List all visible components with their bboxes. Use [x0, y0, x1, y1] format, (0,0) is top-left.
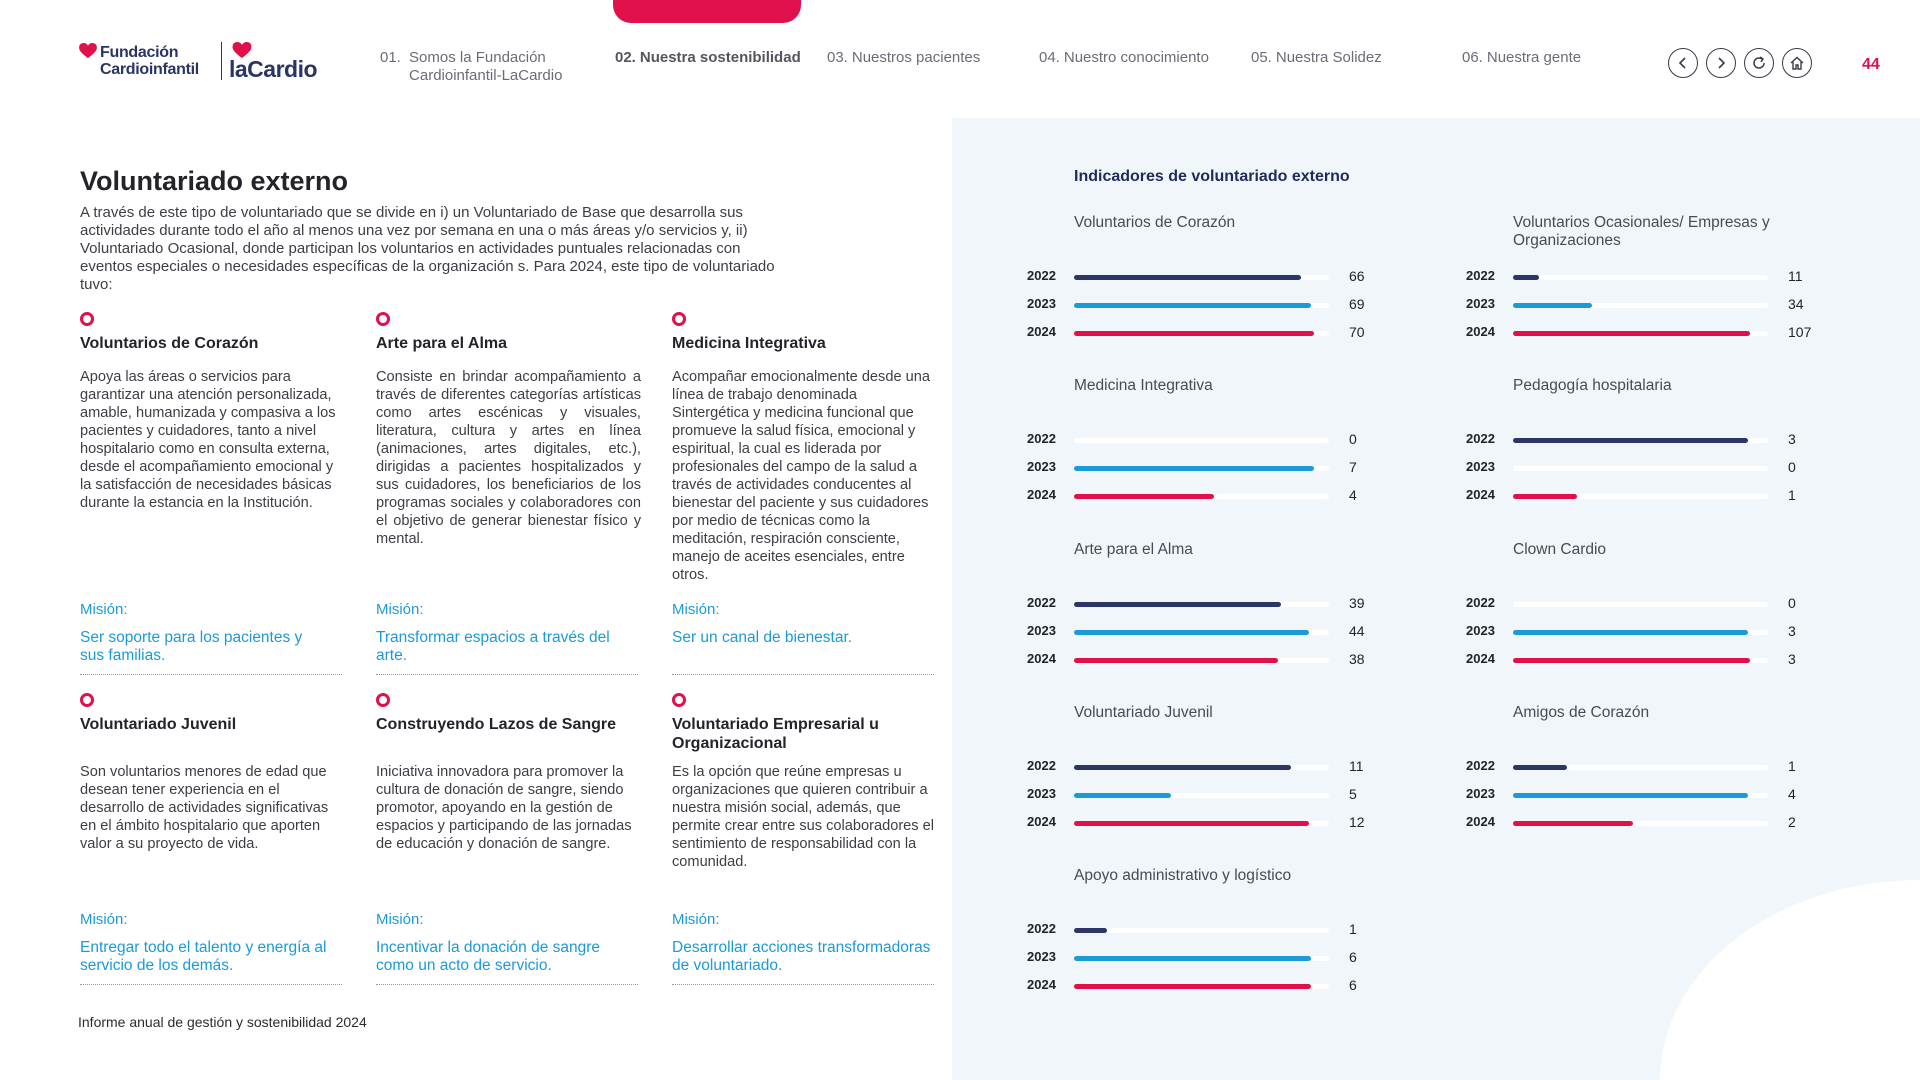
next-page-button[interactable] [1706, 48, 1736, 78]
indicator-row [1466, 431, 1866, 451]
nav-item-solidez[interactable]: 05. Nuestra Solidez [1251, 49, 1382, 66]
bar-fill [1074, 956, 1311, 961]
bullet-dot [672, 312, 686, 326]
bar-track [1074, 438, 1329, 443]
card-lazos-sangre [376, 693, 641, 974]
bullet-dot [672, 693, 686, 707]
prev-page-button[interactable] [1668, 48, 1698, 78]
bar-track [1074, 765, 1329, 770]
year-label: 2023 [1466, 459, 1495, 474]
bar-fill [1513, 438, 1748, 443]
indicator-group-title: Clown Cardio [1513, 541, 1607, 558]
bar-value: 6 [1349, 977, 1357, 993]
bar-fill [1513, 275, 1539, 280]
card-description: Consiste en brindar acompañamiento a través de diferentes categorías artísticas como artes escénicas y visuales, literatura, cultura y artes en línea (animaciones, artes digitales, etc.), dirigidas a pacientes hospitalizados y sus cuidadores, los beneficiarios de los programas sociales y colaboradores con el objetivo de generar bienestar físico y mental. [376, 369, 641, 547]
bar-value: 5 [1349, 786, 1357, 802]
bar-value: 11 [1349, 758, 1364, 774]
card-description: Acompañar emocionalmente desde una línea de trabajo denominada Sintergética y medicina funcional que promueve la salud física, emocional y espiritual, la cual es liderada por profesionales del campo de la salud a través de actividades conducentes al bienestar del paciente y sus cuidadores por medio de técnicas como la meditación, respiración consciente, manejo de aceites esenciales, entre otros. [672, 369, 930, 583]
reload-icon [1751, 55, 1767, 71]
indicator-group-title: Apoyo administrativo y logístico [1074, 867, 1292, 884]
bar-track [1513, 630, 1768, 635]
bar-track [1513, 602, 1768, 607]
bar-fill [1074, 821, 1309, 826]
bar-track [1074, 793, 1329, 798]
bar-value: 44 [1349, 623, 1365, 639]
indicator-row [1027, 977, 1427, 997]
nav-item-sostenibilidad[interactable]: 02. Nuestra sostenibilidad [615, 49, 801, 66]
nav-label: Nuestra gente [1486, 49, 1582, 66]
chevron-right-icon [1713, 55, 1729, 71]
indicator-row [1027, 595, 1427, 615]
indicator-row [1027, 786, 1427, 806]
year-label: 2023 [1466, 786, 1495, 801]
bar-fill [1074, 494, 1214, 499]
year-label: 2022 [1466, 595, 1495, 610]
bar-value: 7 [1349, 459, 1357, 475]
bullet-dot [376, 693, 390, 707]
nav-label: Nuestros pacientes [851, 49, 981, 66]
bar-track [1074, 303, 1329, 308]
bar-value: 1 [1788, 758, 1796, 774]
indicator-row [1027, 487, 1427, 507]
year-label: 2023 [1027, 786, 1056, 801]
card-voluntarios-corazon [80, 312, 345, 664]
nav-label: Nuestra Solidez [1275, 49, 1382, 66]
bar-value: 3 [1788, 431, 1796, 447]
year-label: 2022 [1027, 758, 1056, 773]
indicator-row [1027, 949, 1427, 969]
bar-track [1513, 331, 1768, 336]
mision-label: Misión: [80, 601, 128, 618]
indicator-row [1466, 786, 1866, 806]
card-description: Iniciativa innovadora para promover la cultura de donación de sangre, siendo promotor, apoyando en la gestión de espacios y participando de las jornadas de educación y donación de sangre. [376, 764, 632, 852]
bar-fill [1074, 303, 1311, 308]
bar-fill [1074, 793, 1171, 798]
chevron-left-icon [1675, 55, 1691, 71]
card-description: Apoya las áreas o servicios para garantizar una atención personalizada, amable, humanizada y compasiva a los pacientes y cuidadores, tanto a nivel hospitalario como en consulta externa, desde el acompañamiento emocional y la satisfacción de necesidades básicas durante la estancia en la Institución. [80, 369, 336, 511]
year-label: 2024 [1466, 651, 1495, 666]
bar-track [1513, 658, 1768, 663]
indicators-title: Indicadores de voluntariado externo [1074, 168, 1350, 185]
bullet-dot [376, 312, 390, 326]
year-label: 2024 [1466, 324, 1495, 339]
mision-text: Ser un canal de bienestar. [672, 629, 853, 646]
bar-value: 39 [1349, 595, 1365, 611]
card-description: Es la opción que reúne empresas u organizaciones que quieren contribuir a nuestra misión social, además, que permite crear entre sus colaboradores el sentimiento de responsabilidad con la comunidad. [672, 764, 935, 870]
page-number: 44 [1862, 56, 1880, 73]
bar-fill [1513, 658, 1750, 663]
nav-label: Somos la Fundación [409, 49, 546, 66]
bar-fill [1513, 331, 1750, 336]
bar-fill [1513, 793, 1748, 798]
indicator-row [1466, 595, 1866, 615]
indicator-row [1466, 623, 1866, 643]
indicator-group-title: Amigos de Corazón [1513, 704, 1650, 721]
bar-fill [1074, 984, 1311, 989]
mision-label: Misión: [376, 601, 424, 618]
bar-fill [1074, 928, 1107, 933]
bar-value: 0 [1788, 459, 1796, 475]
intro-paragraph: A través de este tipo de voluntariado que se divide en i) un Voluntariado de Base que desarrolla sus actividades durante todo el año al menos una vez por semana en una o más áreas y/o servicios y, ii) Voluntariado Ocasional, donde participan los voluntarios en actividades puntuales relacionadas con eventos especiales o necesidades específicas de la organización s. Para 2024, este tipo de voluntariado tuvo: [80, 204, 775, 293]
indicator-row [1466, 651, 1866, 671]
indicator-row [1466, 268, 1866, 288]
bar-track [1074, 602, 1329, 607]
card-title: Medicina Integrativa [672, 335, 826, 352]
year-label: 2024 [1027, 651, 1056, 666]
bar-value: 70 [1349, 324, 1365, 340]
bar-fill [1074, 765, 1291, 770]
bar-value: 3 [1788, 651, 1796, 667]
indicator-row [1027, 758, 1427, 778]
indicator-row [1027, 651, 1427, 671]
bar-track [1513, 303, 1768, 308]
bar-value: 66 [1349, 268, 1365, 284]
year-label: 2023 [1027, 623, 1056, 638]
logo-brand: laCardio [229, 56, 318, 82]
bar-fill [1074, 658, 1278, 663]
bar-track [1074, 630, 1329, 635]
year-label: 2022 [1466, 758, 1495, 773]
nav-label-line2: Cardioinfantil-LaCardio [409, 67, 563, 84]
logo-divider [221, 42, 222, 80]
bar-fill [1513, 494, 1577, 499]
year-label: 2023 [1027, 459, 1056, 474]
mision-text: Ser soporte para los pacientes y sus familias. [80, 629, 303, 664]
year-label: 2023 [1027, 949, 1056, 964]
reload-button[interactable] [1744, 48, 1774, 78]
mision-label: Misión: [672, 911, 720, 928]
bullet-dot [80, 693, 94, 707]
bar-fill [1513, 765, 1567, 770]
year-label: 2024 [1027, 814, 1056, 829]
year-label: 2022 [1027, 431, 1056, 446]
bar-track [1074, 956, 1329, 961]
bar-track [1513, 494, 1768, 499]
year-label: 2024 [1466, 814, 1495, 829]
year-label: 2022 [1027, 268, 1056, 283]
nav-item-conocimiento[interactable]: 04. Nuestro conocimiento [1039, 49, 1209, 66]
logo-line2: Cardioinfantil [100, 61, 199, 78]
indicator-row [1466, 324, 1866, 344]
year-label: 2024 [1466, 487, 1495, 502]
bar-track [1074, 821, 1329, 826]
year-label: 2022 [1027, 595, 1056, 610]
card-title: Voluntariado Empresarial u Organizacional [672, 716, 879, 752]
bar-fill [1074, 331, 1314, 336]
indicator-group-title: Voluntariado Juvenil [1074, 704, 1213, 721]
bar-track [1074, 275, 1329, 280]
bar-track [1074, 658, 1329, 663]
nav-item-gente[interactable]: 06. Nuestra gente [1462, 49, 1582, 66]
indicator-row [1466, 296, 1866, 316]
bar-value: 3 [1788, 623, 1796, 639]
divider [672, 674, 934, 675]
mision-text: Incentivar la donación de sangre como un acto de servicio. [376, 939, 601, 974]
bar-value: 0 [1349, 431, 1357, 447]
indicator-row [1466, 487, 1866, 507]
indicator-row [1466, 758, 1866, 778]
year-label: 2024 [1027, 977, 1056, 992]
bar-value: 34 [1788, 296, 1804, 312]
bar-track [1074, 466, 1329, 471]
bullet-dot [80, 312, 94, 326]
card-voluntariado-juvenil [80, 693, 345, 974]
bar-value: 38 [1349, 651, 1365, 667]
bar-track [1074, 928, 1329, 933]
bar-track [1074, 331, 1329, 336]
bar-track [1513, 793, 1768, 798]
nav-item-somos[interactable]: 01. Somos la Fundación Cardioinfantil-LaCardio [380, 49, 563, 84]
year-label: 2024 [1027, 324, 1056, 339]
bar-value: 107 [1788, 324, 1812, 340]
logo-line1: Fundación [100, 44, 179, 61]
home-icon [1789, 55, 1805, 71]
bar-fill [1513, 821, 1633, 826]
year-label: 2022 [1466, 431, 1495, 446]
indicator-row [1027, 459, 1427, 479]
year-label: 2022 [1027, 921, 1056, 936]
divider [80, 674, 342, 675]
bar-track [1513, 821, 1768, 826]
indicator-row [1027, 296, 1427, 316]
indicator-group-title: Medicina Integrativa [1074, 377, 1213, 394]
divider [376, 674, 638, 675]
nav-label: Nuestro conocimiento [1063, 49, 1209, 66]
year-label: 2023 [1466, 623, 1495, 638]
indicator-group-title: Voluntarios de Corazón [1074, 214, 1236, 231]
bar-value: 1 [1788, 487, 1796, 503]
bar-value: 0 [1788, 595, 1796, 611]
indicator-row [1027, 268, 1427, 288]
nav-item-pacientes[interactable]: 03. Nuestros pacientes [827, 49, 981, 66]
mision-label: Misión: [376, 911, 424, 928]
indicator-group-title: Arte para el Alma [1074, 541, 1193, 558]
divider [376, 984, 638, 985]
bar-fill [1513, 630, 1748, 635]
indicator-row [1027, 431, 1427, 451]
mision-label: Misión: [672, 601, 720, 618]
card-arte-alma [376, 312, 641, 664]
bar-value: 12 [1349, 814, 1365, 830]
bar-fill [1074, 630, 1309, 635]
year-label: 2023 [1466, 296, 1495, 311]
year-label: 2023 [1027, 296, 1056, 311]
indicator-group-title: Pedagogía hospitalaria [1513, 377, 1672, 394]
indicator-group-title: Voluntarios Ocasionales/ Empresas y Organizaciones [1513, 214, 1770, 249]
divider [672, 984, 934, 985]
card-voluntariado-empresarial [672, 693, 937, 974]
indicator-row [1027, 921, 1427, 941]
page-title: Voluntariado externo [80, 166, 349, 196]
year-label: 2024 [1027, 487, 1056, 502]
bar-fill [1074, 602, 1281, 607]
bar-track [1513, 466, 1768, 471]
indicator-row [1466, 814, 1866, 834]
bar-value: 2 [1788, 814, 1796, 830]
card-title: Arte para el Alma [376, 335, 508, 352]
indicator-row [1027, 324, 1427, 344]
bar-value: 1 [1349, 921, 1357, 937]
nav-label: Nuestra sostenibilidad [639, 49, 801, 66]
bar-track [1513, 275, 1768, 280]
bar-track [1074, 984, 1329, 989]
bar-value: 69 [1349, 296, 1365, 312]
bar-value: 11 [1788, 268, 1803, 284]
bar-value: 4 [1788, 786, 1796, 802]
report-footer: Informe anual de gestión y sostenibilidad 2024 [78, 1014, 367, 1030]
card-medicina-integrativa [672, 312, 937, 646]
bar-fill [1074, 466, 1314, 471]
indicator-row [1027, 623, 1427, 643]
mision-label: Misión: [80, 911, 128, 928]
bar-track [1513, 765, 1768, 770]
bar-track [1513, 438, 1768, 443]
mision-text: Transformar espacios a través del arte. [376, 629, 610, 664]
card-title: Construyendo Lazos de Sangre [376, 716, 617, 733]
home-button[interactable] [1782, 48, 1812, 78]
bar-fill [1513, 303, 1592, 308]
bar-fill [1074, 275, 1301, 280]
divider [80, 984, 342, 985]
active-section-marker [613, 0, 801, 23]
card-title: Voluntarios de Corazón [80, 335, 259, 352]
bar-value: 6 [1349, 949, 1357, 965]
card-description: Son voluntarios menores de edad que desean tener experiencia en el desarrollo de actividades significativas en el ámbito hospitalario que aporten valor a su proyecto de vida. [80, 764, 329, 852]
mision-text: Desarrollar acciones transformadoras de voluntariado. [672, 939, 931, 974]
bar-value: 4 [1349, 487, 1357, 503]
year-label: 2022 [1466, 268, 1495, 283]
card-title: Voluntariado Juvenil [80, 716, 237, 733]
mision-text: Entregar todo el talento y energía al servicio de los demás. [80, 939, 327, 974]
indicator-row [1027, 814, 1427, 834]
bar-track [1074, 494, 1329, 499]
indicator-row [1466, 459, 1866, 479]
